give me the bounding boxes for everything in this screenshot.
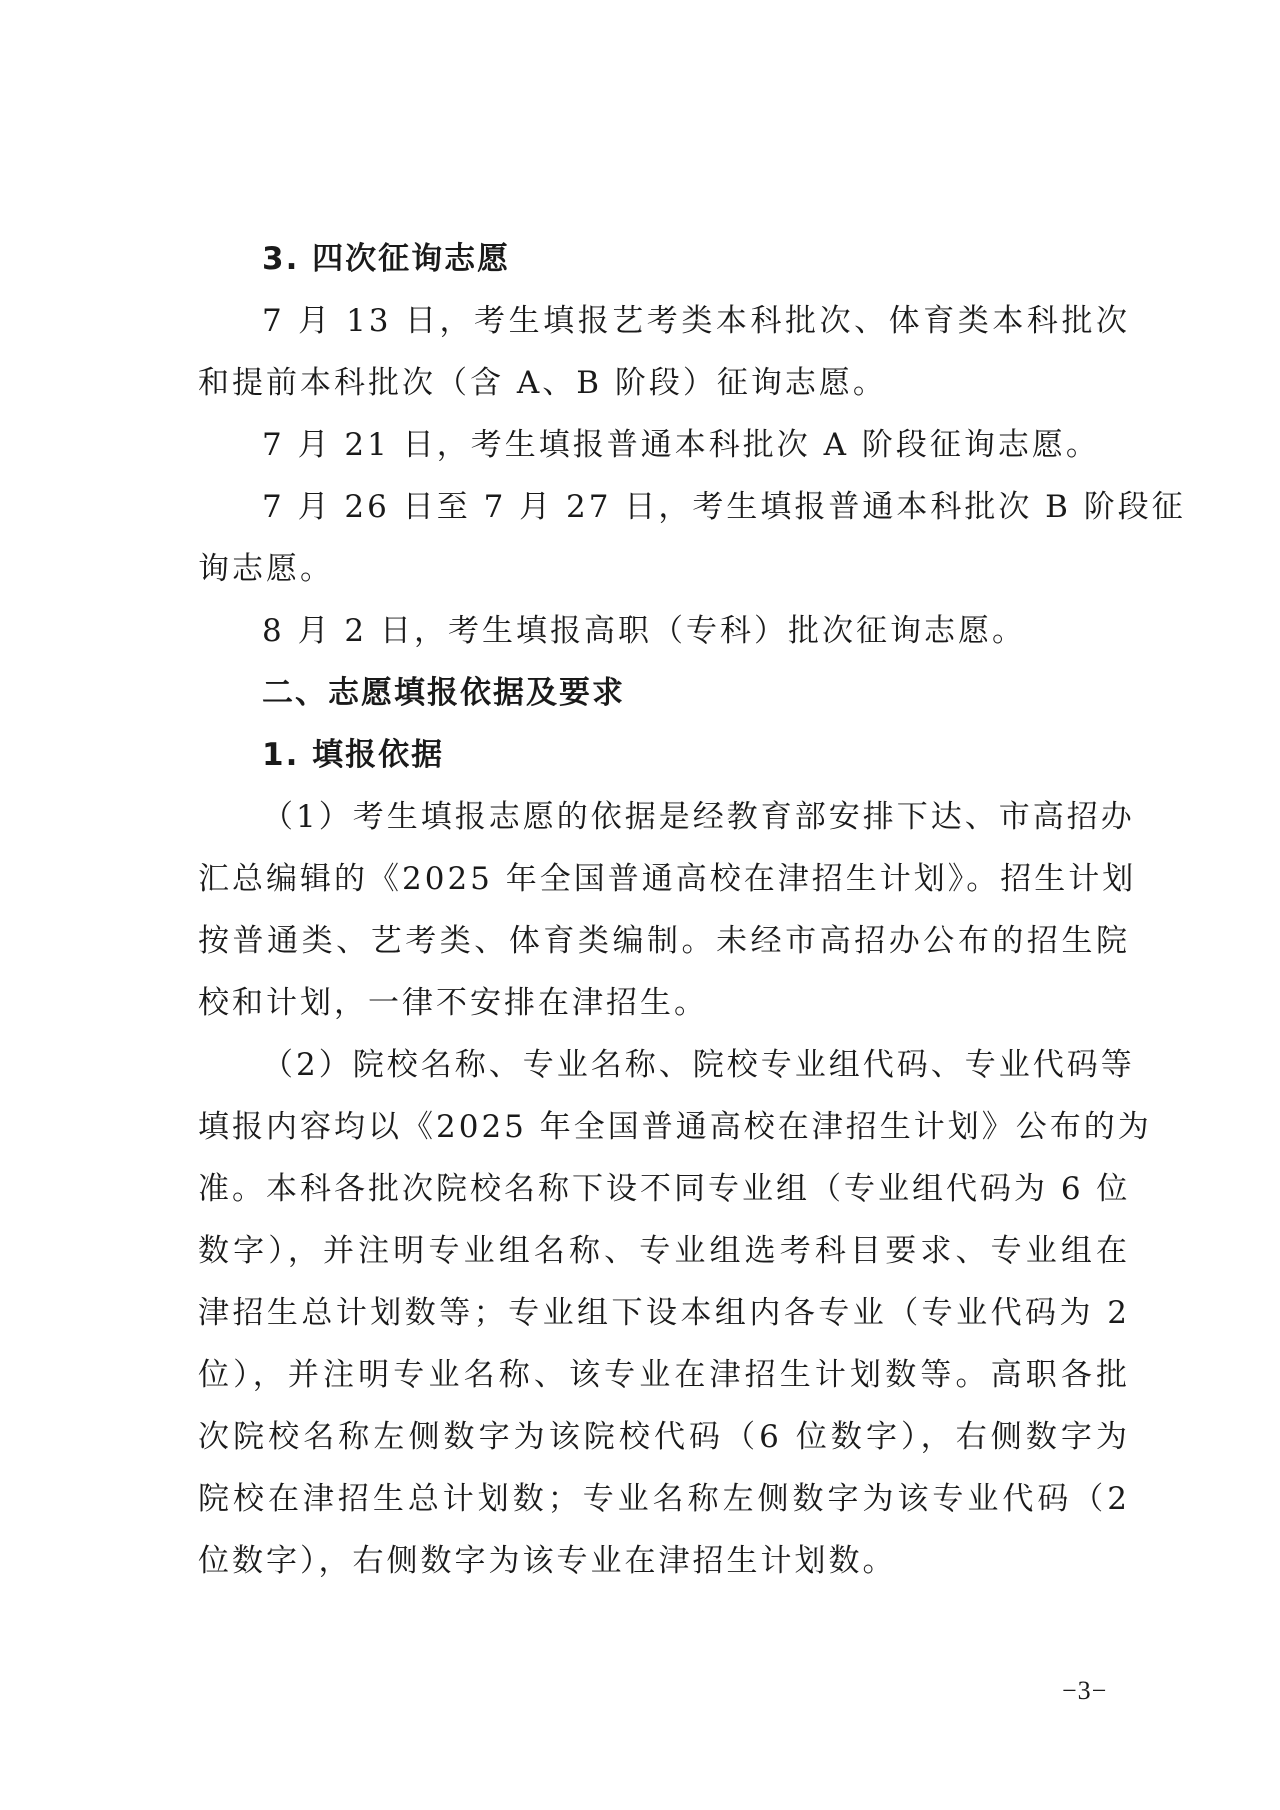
section-heading: 3. 四次征询志愿 <box>262 241 511 277</box>
paragraph-line: 填报内容均以《2025 年全国普通高校在津招生计划》公布的为 <box>198 1109 1152 1145</box>
paragraph-line: 位数字），右侧数字为该专业在津招生计划数。 <box>198 1543 897 1579</box>
paragraph-line: 准。本科各批次院校名称下设不同专业组（专业组代码为 6 位 <box>198 1171 1131 1207</box>
paragraph-line: 7 月 13 日，考生填报艺考类本科批次、体育类本科批次 <box>262 303 1130 339</box>
page-number: −3− <box>1062 1676 1108 1705</box>
paragraph-line: 询志愿。 <box>198 551 334 587</box>
document-body <box>198 228 1186 1592</box>
paragraph-line: 次院校名称左侧数字为该院校代码（6 位数字），右侧数字为 <box>198 1419 1130 1455</box>
paragraph-line: 数字），并注明专业组名称、专业组选考科目要求、专业组在 <box>198 1233 1130 1269</box>
paragraph-line: （1）考生填报志愿的依据是经教育部安排下达、市高招办 <box>262 799 1135 835</box>
paragraph-line: 校和计划，一律不安排在津招生。 <box>198 985 708 1021</box>
paragraph-line: 院校在津招生总计划数；专业名称左侧数字为该专业代码（2 <box>198 1481 1130 1517</box>
paragraph-line: 汇总编辑的《2025 年全国普通高校在津招生计划》。招生计划 <box>198 861 1137 897</box>
section-heading: 二、志愿填报依据及要求 <box>262 675 625 711</box>
paragraph-line: 按普通类、艺考类、体育类编制。未经市高招办公布的招生院 <box>198 923 1130 959</box>
paragraph-line: 8 月 2 日，考生填报高职（专科）批次征询志愿。 <box>262 613 1027 649</box>
paragraph-line: 7 月 26 日至 7 月 27 日，考生填报普通本科批次 B 阶段征 <box>262 489 1186 525</box>
paragraph-line: 位），并注明专业名称、该专业在津招生计划数等。高职各批 <box>198 1357 1130 1393</box>
paragraph-line: 和提前本科批次（含 A、B 阶段）征询志愿。 <box>198 365 887 401</box>
paragraph-line: 津招生总计划数等；专业组下设本组内各专业（专业代码为 2 <box>198 1295 1130 1331</box>
paragraph-line: （2）院校名称、专业名称、院校专业组代码、专业代码等 <box>262 1047 1135 1083</box>
section-heading: 1. 填报依据 <box>262 737 445 773</box>
paragraph-line: 7 月 21 日，考生填报普通本科批次 A 阶段征询志愿。 <box>262 427 1100 463</box>
